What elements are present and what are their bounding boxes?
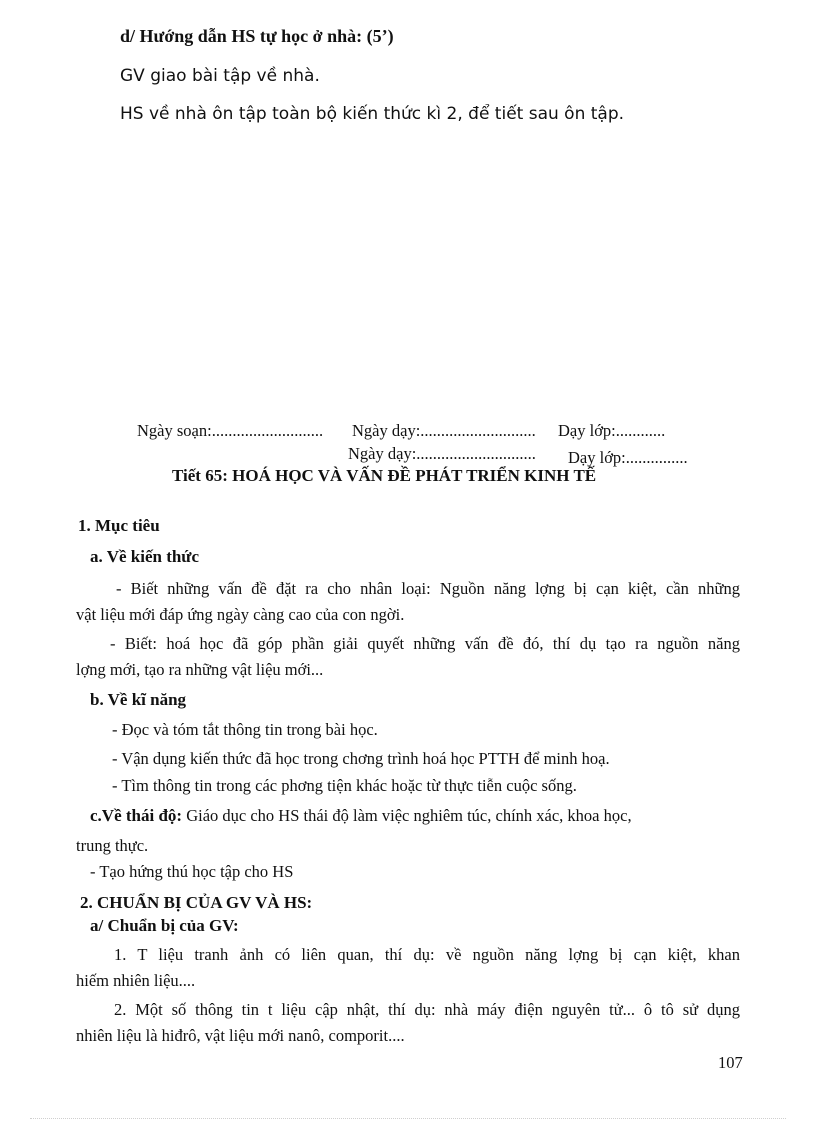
homework-heading: d/ Hướng dẫn HS tự học ở nhà: (5’) bbox=[120, 26, 394, 46]
homework-line-1: GV giao bài tập về nhà. bbox=[120, 66, 320, 86]
section-2-heading: 2. CHUẨN BỊ CỦA GV VÀ HS: bbox=[80, 893, 313, 912]
section-2a-paragraph-2-line-1: 2. Một số thông tin t liệu cập nhật, thí dụ: nhà máy điện nguyên tử... ô tô sử dụng bbox=[114, 1000, 740, 1019]
date-taught-1: Ngày dạy:............................ bbox=[352, 421, 536, 440]
homework-line-2: HS về nhà ôn tập toàn bộ kiến thức kì 2, để tiết sau ôn tập. bbox=[120, 104, 625, 124]
section-1a-paragraph-2-line-1: - Biết: hoá học đã góp phần giải quyết những vấn đề đó, thí dụ tạo ra nguồn năng bbox=[110, 634, 740, 653]
section-1a-paragraph-2-line-2: lợng mới, tạo ra những vật liệu mới... bbox=[76, 660, 324, 679]
skill-item-1: - Đọc và tóm tắt thông tin trong bài học. bbox=[112, 720, 378, 739]
section-1a-paragraph-1-line-1: - Biết những vấn đề đặt ra cho nhân loại: Nguồn năng lợng bị cạn kiệt, cần những bbox=[116, 579, 740, 598]
section-2a-heading: a/ Chuẩn bị của GV: bbox=[90, 916, 239, 935]
section-1a-heading: a. Về kiến thức bbox=[90, 547, 200, 566]
section-2a-paragraph-1-line-1: 1. T liệu tranh ảnh có liên quan, thí dụ: về nguồn năng lợng bị cạn kiệt, khan bbox=[114, 945, 740, 964]
section-1c-text: Giáo dục cho HS thái độ làm việc nghiêm túc, chính xác, khoa học, bbox=[182, 806, 632, 825]
page-number: 107 bbox=[718, 1053, 743, 1072]
section-1-heading: 1. Mục tiêu bbox=[78, 516, 160, 535]
class-taught-2: Dạy lớp:............... bbox=[568, 448, 688, 467]
skill-item-3: - Tìm thông tin trong các phơng tiện khác hoặc từ thực tiễn cuộc sống. bbox=[112, 776, 577, 795]
section-1c-item: - Tạo hứng thú học tập cho HS bbox=[90, 862, 294, 881]
section-2a-paragraph-1-line-2: hiếm nhiên liệu.... bbox=[76, 971, 196, 990]
date-taught-2: Ngày dạy:............................. bbox=[348, 444, 536, 463]
date-prepared: Ngày soạn:........................... bbox=[137, 421, 324, 440]
lesson-title: Tiết 65: HOÁ HỌC VÀ VẤN ĐỀ PHÁT TRIỂN KINH TẾ bbox=[172, 466, 597, 485]
section-1c-line-1 bbox=[90, 806, 632, 826]
section-1c-heading: c.Về thái độ: bbox=[90, 806, 183, 825]
section-1b-heading: b. Về kĩ năng bbox=[90, 690, 187, 709]
page-bottom-divider bbox=[30, 1118, 786, 1119]
section-1c-line-2: trung thực. bbox=[76, 836, 149, 855]
skill-item-2: - Vận dụng kiến thức đã học trong chơng trình hoá học PTTH để minh hoạ. bbox=[112, 749, 610, 768]
class-taught-1: Dạy lớp:............ bbox=[558, 421, 666, 440]
section-2a-paragraph-2-line-2: nhiên liệu là hiđrô, vật liệu mới nanô, comporit.... bbox=[76, 1026, 405, 1045]
section-1a-paragraph-1-line-2: vật liệu mới đáp ứng ngày càng cao của con ngời. bbox=[76, 605, 405, 624]
